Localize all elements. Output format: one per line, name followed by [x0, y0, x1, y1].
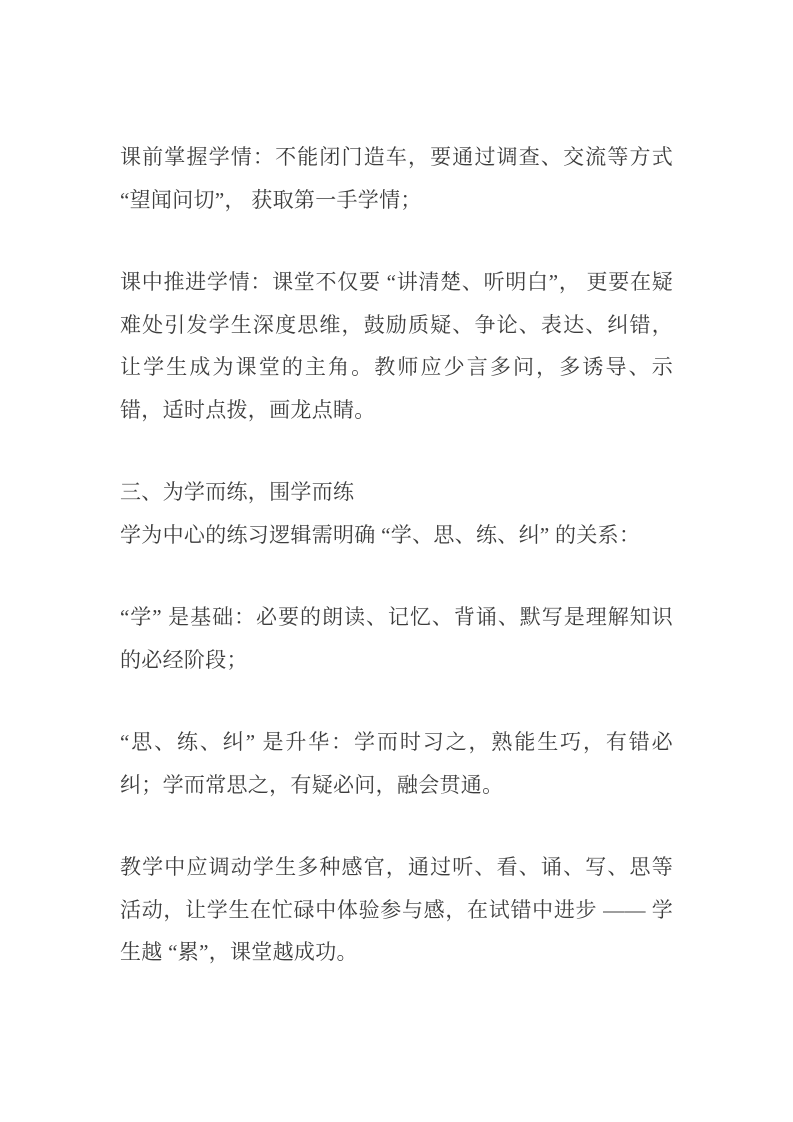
paragraph-learning-as-basis: “学” 是基础：必要的朗读、记忆、背诵、默写是理解知识的必经阶段； [120, 605, 673, 672]
paragraph-practice-logic: 学为中心的练习逻辑需明确 “学、思、练、纠” 的关系： [120, 522, 641, 547]
paragraph-pre-class-learning: 课前掌握学情：不能闭门造车，要通过调查、交流等方式 “望闻问切”， 获取第一手学情； [120, 145, 673, 212]
paragraph-multi-sensory-teaching: 教学中应调动学生多种感官，通过听、看、诵、写、思等活动，让学生在忙碌中体验参与感，在试错中进步 —— 学生越 “累”，课堂越成功。 [120, 855, 673, 964]
paragraph-in-class-learning: 课中推进学情：课堂不仅要 “讲清楚、听明白”， 更要在疑难处引发学生深度思维，鼓励质疑、争论、表达、纠错，让学生成为课堂的主角。教师应少言多问，多诱导、示错，适时点拨，画龙点睛。 [120, 270, 673, 422]
document-content [120, 136, 673, 974]
paragraph-think-practice-correct: “思、练、纠” 是升华：学而时习之，熟能生巧，有错必纠；学而常思之，有疑必问，融会贯通。 [120, 730, 673, 797]
section-heading-practice: 三、为学而练，围学而练 [120, 480, 355, 504]
